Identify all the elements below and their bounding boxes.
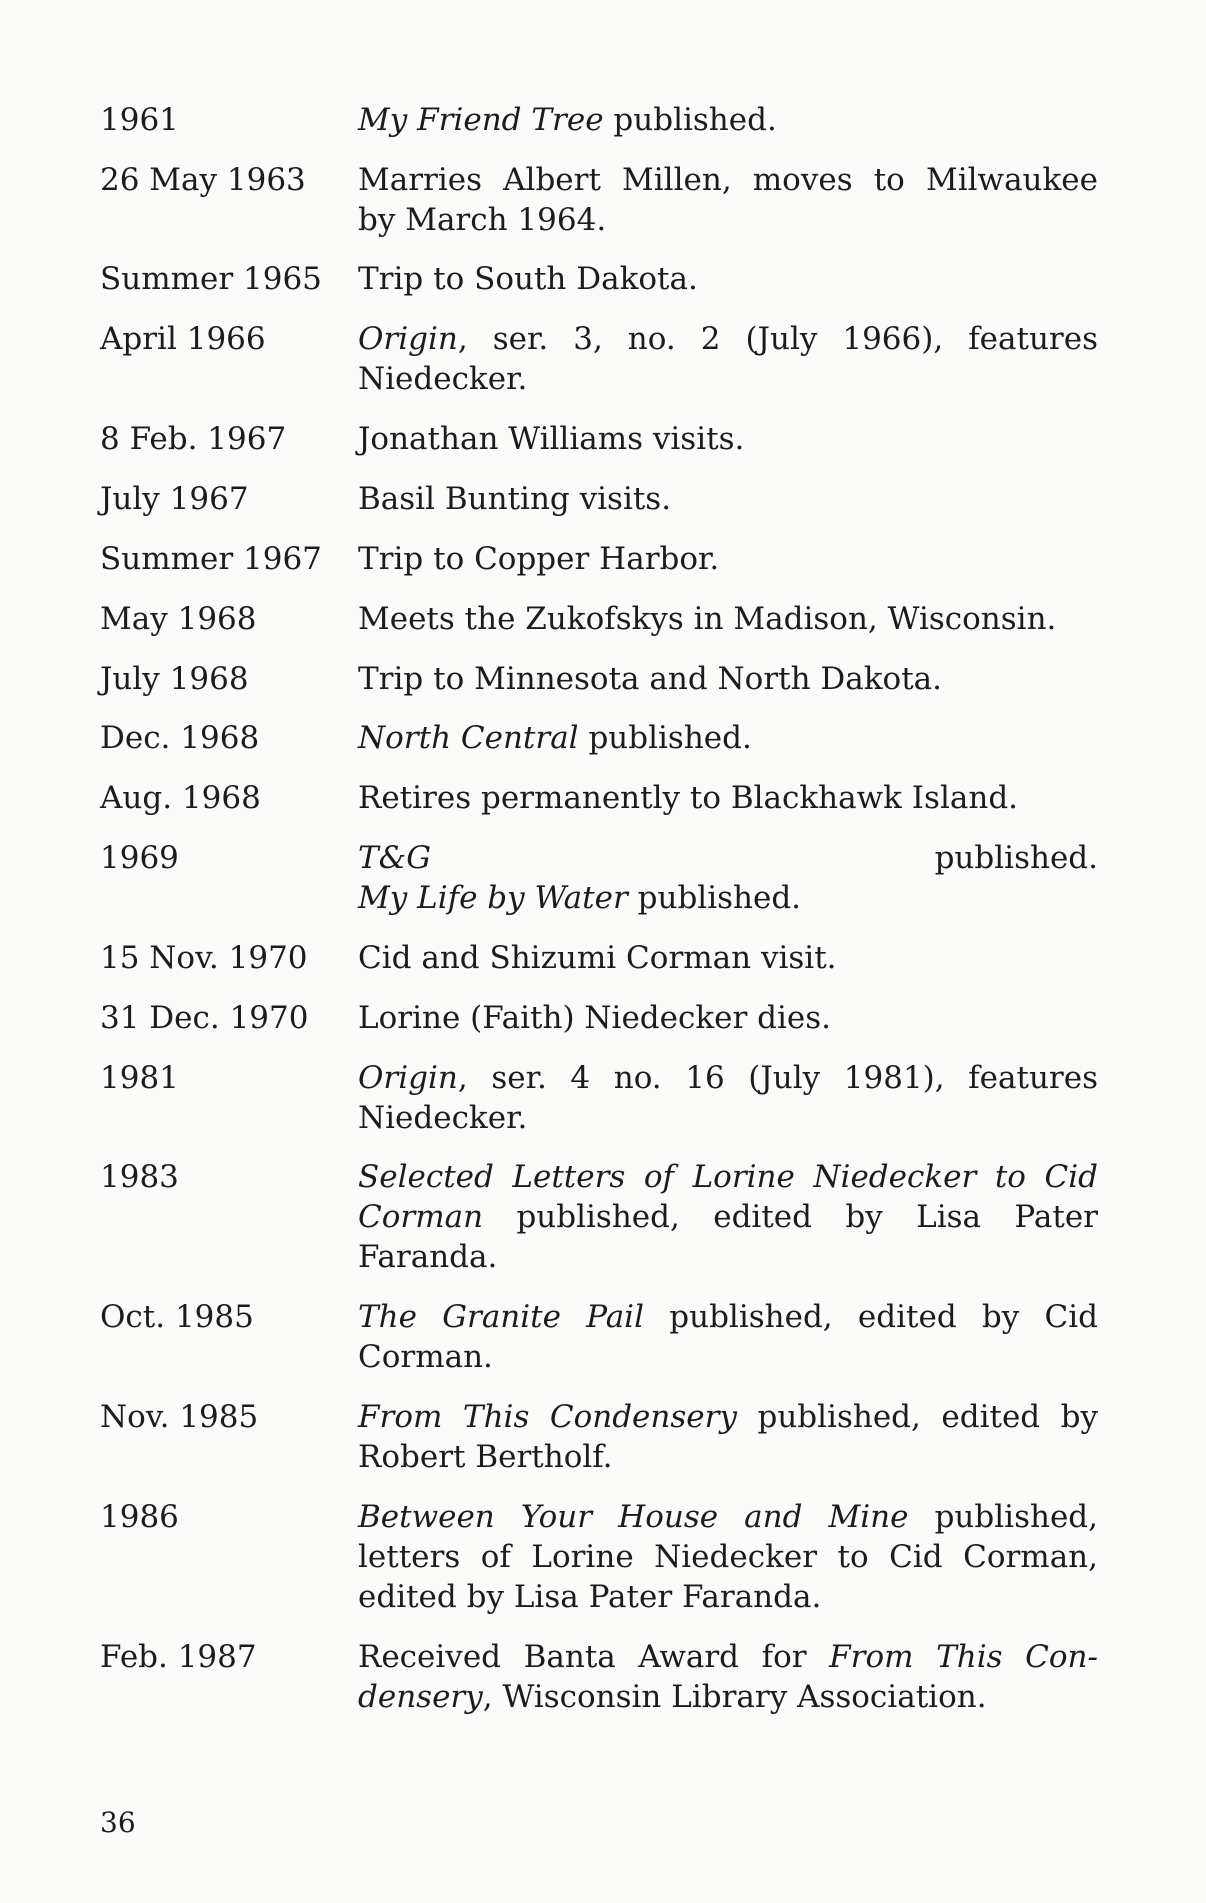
entry-description [358, 778, 1098, 818]
italic-title-text: From This Condensery [358, 1399, 737, 1435]
description-text: Trip to South Dakota. [358, 261, 698, 297]
description-text: Corman. [358, 1339, 493, 1375]
description-text: published, [908, 1499, 1098, 1535]
description-text: published, edited by Cid [644, 1299, 1098, 1335]
entry-description [358, 1397, 1098, 1477]
page-number: 36 [100, 1806, 136, 1839]
description-text: , ser. 4 no. 16 (July 1981), features [457, 1060, 1098, 1096]
description-text: Faranda. [358, 1239, 498, 1275]
entry-date: Feb. 1987 [100, 1639, 257, 1675]
italic-title-text: Corman [358, 1199, 484, 1235]
italic-title-text: From This Con- [829, 1639, 1098, 1675]
entry-description [358, 259, 1098, 299]
description-line [358, 259, 1098, 299]
description-text: Niedecker. [358, 361, 528, 397]
italic-title-text: densery [358, 1679, 483, 1715]
description-line [358, 1497, 1098, 1537]
description-text: published. [603, 102, 777, 138]
description-line [358, 1637, 1098, 1677]
description-text: Trip to Copper Harbor. [358, 541, 720, 577]
description-text: Lorine (Faith) Niedecker dies. [358, 1000, 832, 1036]
description-text: Meets the Zukofskys in Madison, Wisconsin. [358, 601, 1057, 637]
description-text: published. [431, 840, 1098, 876]
entry-date: April 1966 [100, 321, 266, 357]
description-text: , Wisconsin Library Association. [482, 1679, 987, 1715]
description-text: , ser. 3, no. 2 (July 1966), features [457, 321, 1098, 357]
description-line [358, 938, 1098, 978]
entry-date: 1983 [100, 1159, 179, 1195]
entry-description [358, 659, 1098, 699]
description-line [358, 100, 1098, 140]
entry-description [358, 1637, 1098, 1717]
description-text: Niedecker. [358, 1100, 528, 1136]
description-text: published. [578, 720, 752, 756]
entry-date: 31 Dec. 1970 [100, 1000, 309, 1036]
entry-date: 15 Nov. 1970 [100, 940, 308, 976]
entry-description [358, 539, 1098, 579]
description-line [358, 878, 1098, 918]
entry-description [358, 1058, 1098, 1138]
entry-date: July 1967 [100, 481, 249, 517]
entry-date: July 1968 [100, 661, 249, 697]
description-line [358, 1237, 1098, 1277]
italic-title-text: T&G [358, 840, 432, 876]
description-line [358, 1297, 1098, 1337]
entry-date: 1961 [100, 102, 179, 138]
description-text: published, edited by [736, 1399, 1099, 1435]
description-text: published. [627, 880, 802, 916]
entry-date: Nov. 1985 [100, 1399, 259, 1435]
entry-description [358, 1157, 1098, 1277]
description-text: Robert Bertholf. [358, 1439, 613, 1475]
description-line [358, 1577, 1098, 1617]
entry-date: May 1968 [100, 601, 257, 637]
description-line [358, 1677, 1098, 1717]
entry-date: 1986 [100, 1499, 179, 1535]
entry-description [358, 718, 1098, 758]
entry-description [358, 100, 1098, 140]
description-line [358, 998, 1098, 1038]
description-line [358, 1058, 1098, 1098]
description-text: edited by Lisa Pater Faranda. [358, 1579, 822, 1615]
entry-description [358, 938, 1098, 978]
description-line [358, 659, 1098, 699]
description-line [358, 1437, 1098, 1477]
description-line [358, 359, 1098, 399]
italic-title-text: Origin [358, 321, 458, 357]
entry-date: Oct. 1985 [100, 1299, 254, 1335]
italic-title-text: My Friend Tree [358, 102, 604, 138]
entry-description [358, 419, 1098, 459]
entry-date: Summer 1965 [100, 261, 322, 297]
description-text: Received Banta Award for [358, 1639, 830, 1675]
description-line [358, 778, 1098, 818]
description-line [358, 718, 1098, 758]
description-text: Basil Bunting visits. [358, 481, 672, 517]
description-line [358, 599, 1098, 639]
description-line [358, 419, 1098, 459]
italic-title-text: Selected Letters of Lorine Niedecker to Cid [358, 1159, 1098, 1195]
entry-date: 1981 [100, 1060, 179, 1096]
entry-date: 1969 [100, 840, 179, 876]
description-line [358, 1337, 1098, 1377]
italic-title-text: The Granite Pail [358, 1299, 645, 1335]
description-line [358, 479, 1098, 519]
description-line [358, 160, 1098, 200]
entry-description [358, 1297, 1098, 1377]
description-text: by March 1964. [358, 202, 607, 238]
entry-date: 26 May 1963 [100, 162, 306, 198]
description-line [358, 319, 1098, 359]
entry-description [358, 319, 1098, 399]
italic-title-text: My Life by Water [358, 880, 628, 916]
description-text: Retires permanently to Blackhawk Island. [358, 780, 1019, 816]
italic-title-text: North Central [358, 720, 579, 756]
description-text: Trip to Minnesota and North Dakota. [358, 661, 942, 697]
description-line [358, 1098, 1098, 1138]
entry-date: Aug. 1968 [100, 780, 261, 816]
entry-description [358, 479, 1098, 519]
description-line [358, 838, 1098, 878]
entry-description [358, 599, 1098, 639]
entry-date: Dec. 1968 [100, 720, 260, 756]
entry-date: Summer 1967 [100, 541, 322, 577]
italic-title-text: Between Your House and Mine [358, 1499, 909, 1535]
entry-description [358, 838, 1098, 918]
description-line [358, 1537, 1098, 1577]
description-line [358, 1397, 1098, 1437]
entry-date: 8 Feb. 1967 [100, 421, 287, 457]
description-line [358, 200, 1098, 240]
description-line [358, 1197, 1098, 1237]
description-text: Jonathan Williams visits. [358, 421, 745, 457]
description-text: Marries Albert Millen, moves to Milwaukee [358, 162, 1098, 198]
entry-description [358, 998, 1098, 1038]
description-line [358, 539, 1098, 579]
entry-description [358, 1497, 1098, 1617]
description-text: letters of Lorine Niedecker to Cid Corman, [358, 1539, 1098, 1575]
description-text: Cid and Shizumi Corman visit. [358, 940, 837, 976]
italic-title-text: Origin [358, 1060, 458, 1096]
entry-description [358, 160, 1098, 240]
description-line [358, 1157, 1098, 1197]
description-text: published, edited by Lisa Pater [483, 1199, 1098, 1235]
